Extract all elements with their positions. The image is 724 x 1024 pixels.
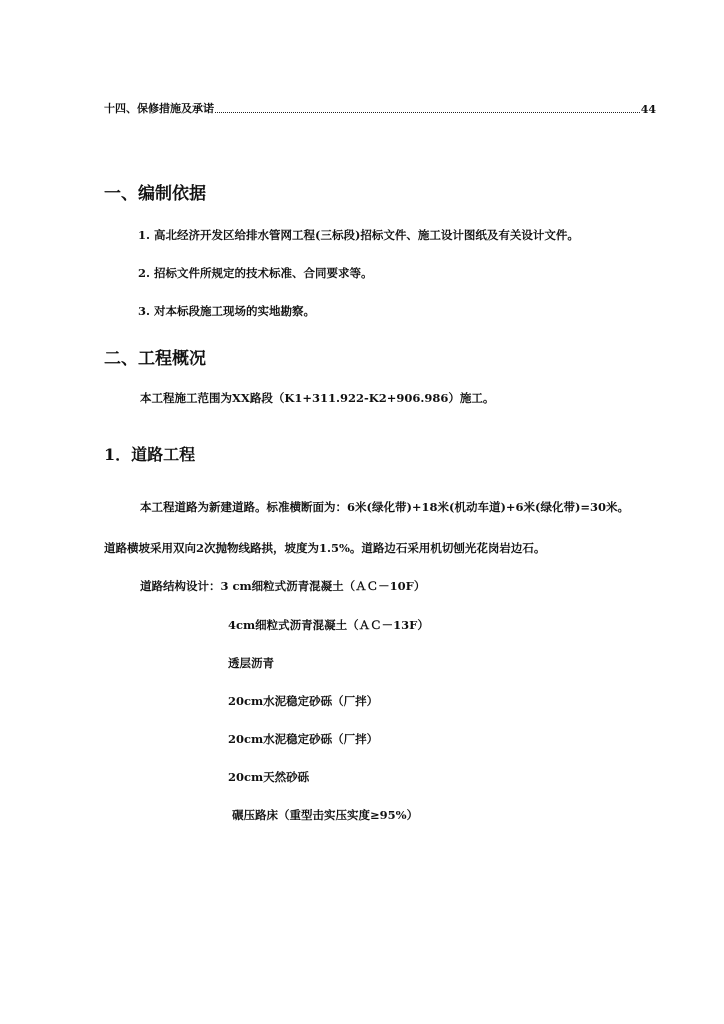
basis-item-3: 3. 对本标段施工现场的实地勘察。 [138, 304, 316, 318]
scope-paragraph: 本工程施工范围为XX路段（K1+311.922-K2+906.986）施工。 [140, 391, 495, 405]
structure-layer-5: 20cm水泥稳定砂砾（厂拌） [228, 732, 379, 746]
structure-layer-2: 4cm细粒式沥青混凝土（ＡＣ－13F） [228, 618, 429, 632]
toc-entry[interactable] [104, 100, 656, 116]
structure-layer-1: 3 cm细粒式沥青混凝土（ＡＣ－10F） [220, 579, 426, 593]
structure-design-line [140, 578, 425, 594]
basis-item-1: 1. 高北经济开发区给排水管网工程(三标段)招标文件、施工设计图纸及有关设计文件。 [138, 228, 579, 242]
toc-entry-page: 44 [640, 103, 656, 116]
structure-layer-4: 20cm水泥稳定砂砾（厂拌） [228, 694, 379, 708]
structure-layer-7: 碾压路床（重型击实压实度≥95%） [232, 808, 419, 822]
basis-item-2: 2. 招标文件所规定的技术标准、合同要求等。 [138, 266, 373, 280]
structure-label: 道路结构设计： [140, 579, 221, 593]
toc-dot-leader [215, 112, 640, 113]
section-heading-overview: 二、工程概况 [104, 349, 206, 369]
road-paragraph-line-2: 道路横坡采用双向2次抛物线路拱，坡度为1.5%。道路边石采用机切刨光花岗岩边石。 [104, 541, 546, 555]
section-heading-basis: 一、编制依据 [104, 184, 206, 204]
subsection-heading-road: 1．道路工程 [104, 445, 196, 464]
structure-layer-3: 透层沥青 [228, 656, 274, 670]
road-paragraph-line-1: 本工程道路为新建道路。标准横断面为：6米(绿化带)+18米(机动车道)+6米(绿化带)=30米。 [140, 500, 630, 514]
structure-layer-6: 20cm天然砂砾 [228, 770, 310, 784]
toc-entry-title: 十四、保修措施及承诺 [104, 102, 214, 115]
